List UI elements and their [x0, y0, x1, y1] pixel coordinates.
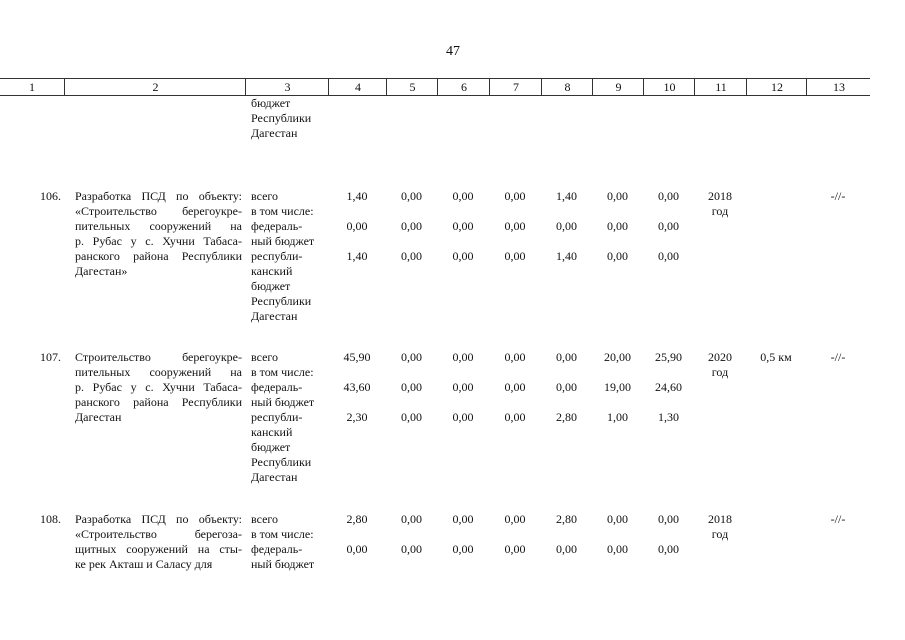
description-line: р. Рубас у с. Хучни Табаса- — [75, 234, 242, 248]
value-cell: 0,00 — [401, 249, 422, 263]
row-note: -//- — [830, 350, 846, 364]
row-number: 107. — [40, 350, 61, 364]
description-line: щитных сооружений на сты- — [75, 542, 242, 556]
column-header: 8 — [541, 79, 593, 95]
description-line: ке рек Акташ и Саласу для — [75, 557, 213, 571]
value-cell: 0,00 — [401, 410, 422, 424]
column-header: 13 — [806, 79, 871, 95]
value-cell: 2,80 — [556, 410, 577, 424]
value-cell: 0,00 — [658, 219, 679, 233]
description-line: «Строительство берегоза- — [75, 527, 242, 541]
value-cell: 0,00 — [504, 380, 526, 394]
row-number: 108. — [40, 512, 61, 526]
source-line: канский — [251, 425, 293, 439]
description-line: ранского района Республики — [75, 249, 242, 263]
value-cell: 0,00 — [401, 189, 422, 203]
row-year — [694, 512, 746, 542]
value-cell: 0,00 — [504, 189, 526, 203]
source-line: Республики — [251, 455, 312, 469]
value-cell: 0,00 — [658, 542, 679, 556]
value-cell: 25,90 — [655, 350, 682, 364]
value-cell: 0,00 — [401, 542, 422, 556]
value-cell: 45,90 — [343, 350, 371, 364]
description-line: Дагестан — [75, 410, 122, 424]
value-cell: 1,40 — [556, 189, 577, 203]
year-line: 2018 — [708, 512, 732, 526]
column-header: 3 — [245, 79, 329, 95]
description-line: Строительство берегоукре- — [75, 350, 242, 364]
description-line: «Строительство берегоукре- — [75, 204, 242, 218]
value-cell: 0,00 — [504, 219, 526, 233]
column-header: 5 — [386, 79, 438, 95]
value-cell: 19,00 — [604, 380, 631, 394]
source-line: Дагестан — [251, 470, 298, 484]
value-cell: 0,00 — [401, 380, 422, 394]
table-header-row — [0, 78, 870, 96]
value-cell: 0,00 — [504, 249, 526, 263]
year-line: год — [711, 365, 729, 379]
row-note: -//- — [830, 189, 846, 203]
value-cell: 0,00 — [401, 219, 422, 233]
value-cell: 2,30 — [346, 410, 368, 424]
value-cell: 1,40 — [556, 249, 577, 263]
description-line: пительных сооружений на — [75, 219, 242, 233]
value-cell: 1,00 — [607, 410, 628, 424]
value-cell: 24,60 — [655, 380, 682, 394]
row-funding-source — [251, 189, 329, 324]
value-cell: 0,00 — [556, 380, 577, 394]
source-line: федераль- — [251, 542, 303, 556]
value-cell: 0,00 — [556, 219, 577, 233]
value-cell: 0,00 — [607, 219, 628, 233]
row-description — [75, 189, 242, 279]
row-capacity: 0,5 км — [760, 350, 792, 364]
page-number: 47 — [446, 44, 460, 59]
source-line: в том числе: — [251, 204, 314, 218]
continuation-source-cell — [251, 96, 329, 141]
value-cell: 43,60 — [343, 380, 371, 394]
source-line: в том числе: — [251, 527, 314, 541]
row-description — [75, 350, 242, 425]
value-cell: 0,00 — [658, 249, 679, 263]
column-header: 6 — [437, 79, 490, 95]
value-cell: 0,00 — [346, 219, 368, 233]
source-line: республи- — [251, 410, 303, 424]
description-line: Разработка ПСД по объекту: — [75, 189, 242, 203]
value-cell: 1,30 — [658, 410, 679, 424]
value-cell: 0,00 — [452, 219, 474, 233]
source-line: бюджет — [251, 279, 291, 293]
description-line: Дагестан» — [75, 264, 128, 278]
value-cell: 0,00 — [504, 350, 526, 364]
year-line: 2018 — [708, 189, 732, 203]
column-header: 4 — [328, 79, 387, 95]
value-cell: 0,00 — [556, 350, 577, 364]
source-line: бюджет — [251, 440, 291, 454]
row-year — [694, 350, 746, 380]
value-cell: 2,80 — [346, 512, 368, 526]
column-header: 12 — [746, 79, 807, 95]
column-header: 10 — [643, 79, 695, 95]
value-cell: 0,00 — [504, 542, 526, 556]
row-funding-source — [251, 512, 329, 572]
row-funding-source — [251, 350, 329, 485]
description-line: р. Рубас у с. Хучни Табаса- — [75, 380, 242, 394]
source-line: Дагестан — [251, 126, 298, 140]
source-line: бюджет — [251, 96, 291, 110]
value-cell: 0,00 — [401, 512, 422, 526]
source-line: республи- — [251, 249, 303, 263]
source-line: ный бюджет — [251, 557, 315, 571]
value-cell: 0,00 — [556, 542, 577, 556]
source-line: Республики — [251, 294, 312, 308]
year-line: год — [711, 204, 729, 218]
column-header: 2 — [64, 79, 246, 95]
value-cell: 0,00 — [346, 542, 368, 556]
column-header: 7 — [489, 79, 542, 95]
value-cell: 2,80 — [556, 512, 577, 526]
value-cell: 0,00 — [452, 542, 474, 556]
value-cell: 0,00 — [452, 189, 474, 203]
source-line: ный бюджет — [251, 395, 315, 409]
value-cell: 0,00 — [607, 512, 628, 526]
description-line: Разработка ПСД по объекту: — [75, 512, 242, 526]
value-cell: 20,00 — [604, 350, 631, 364]
value-cell: 1,40 — [346, 249, 368, 263]
value-cell: 0,00 — [452, 380, 474, 394]
source-line: всего — [251, 189, 279, 203]
value-cell: 0,00 — [658, 512, 679, 526]
source-line: канский — [251, 264, 293, 278]
column-header: 9 — [592, 79, 644, 95]
value-cell: 0,00 — [504, 410, 526, 424]
year-line: год — [711, 527, 729, 541]
source-line: федераль- — [251, 219, 303, 233]
value-cell: 0,00 — [607, 542, 628, 556]
source-line: Дагестан — [251, 309, 298, 323]
value-cell: 0,00 — [504, 512, 526, 526]
value-cell: 0,00 — [452, 350, 474, 364]
row-year — [694, 189, 746, 219]
value-cell: 0,00 — [452, 512, 474, 526]
column-header: 1 — [29, 80, 35, 94]
column-header: 11 — [694, 79, 747, 95]
value-cell: 0,00 — [658, 189, 679, 203]
value-cell: 0,00 — [452, 249, 474, 263]
source-line: федераль- — [251, 380, 303, 394]
year-line: 2020 — [708, 350, 732, 364]
value-cell: 0,00 — [401, 350, 422, 364]
source-line: всего — [251, 512, 279, 526]
value-cell: 0,00 — [607, 189, 628, 203]
source-line: в том числе: — [251, 365, 314, 379]
value-cell: 0,00 — [452, 410, 474, 424]
description-line: пительных сооружений на — [75, 365, 242, 379]
value-cell: 1,40 — [346, 189, 368, 203]
row-number: 106. — [40, 189, 61, 203]
source-line: ный бюджет — [251, 234, 315, 248]
description-line: ранского района Республики — [75, 395, 242, 409]
source-line: Республики — [251, 111, 312, 125]
source-line: всего — [251, 350, 279, 364]
row-description — [75, 512, 242, 572]
row-note: -//- — [830, 512, 846, 526]
value-cell: 0,00 — [607, 249, 628, 263]
